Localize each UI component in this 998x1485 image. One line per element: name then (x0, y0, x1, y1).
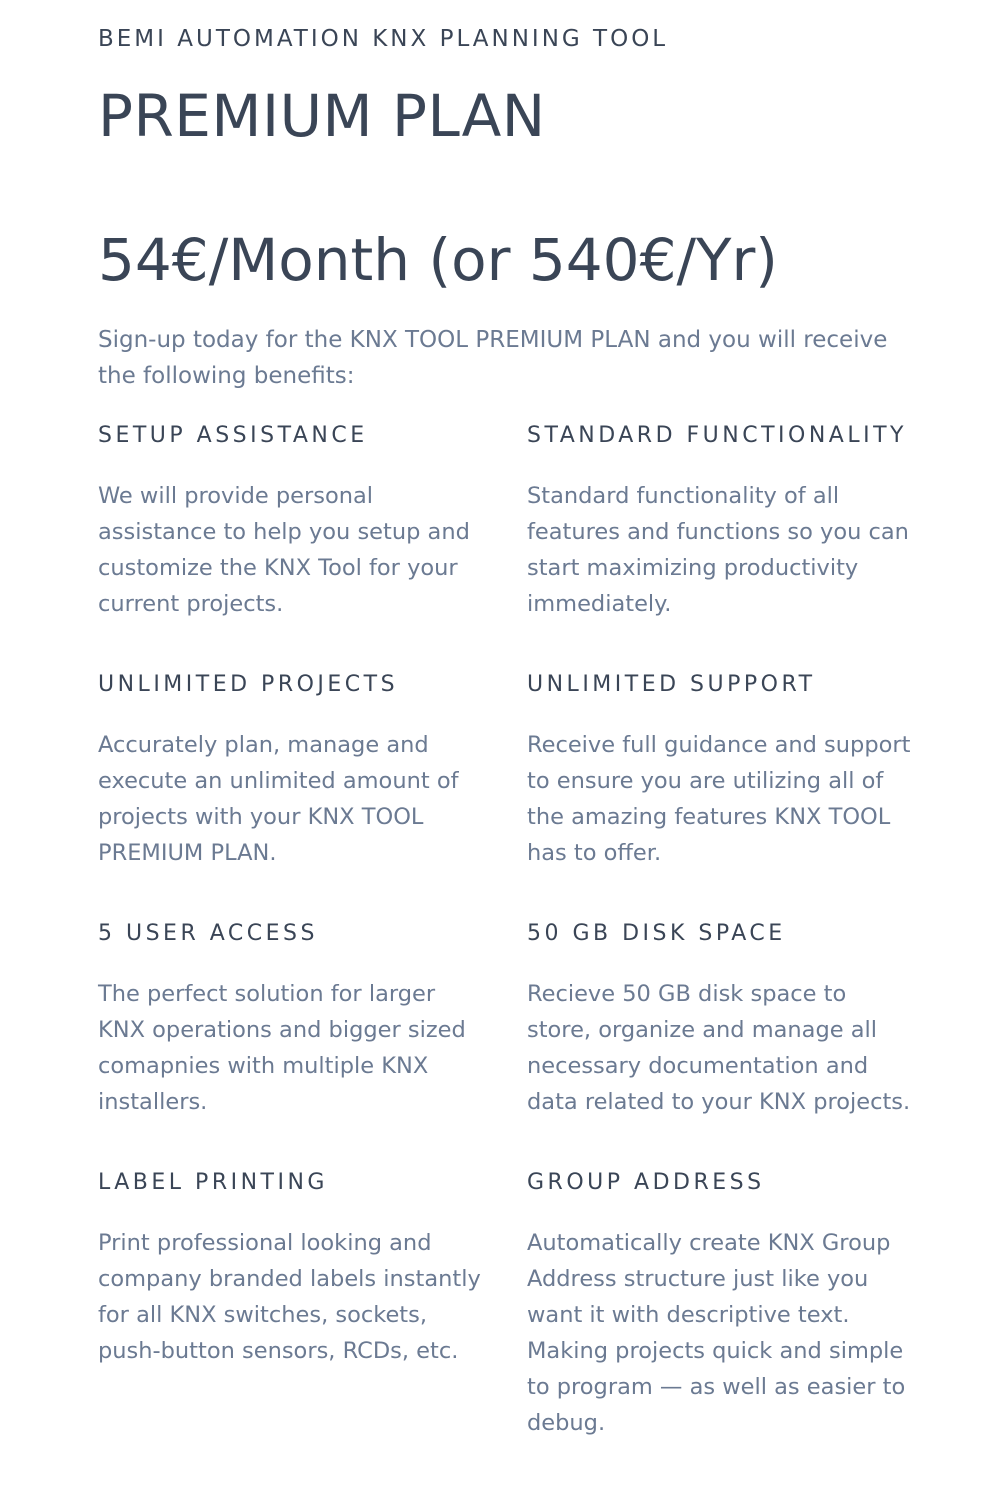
feature-heading: GROUP ADDRESS (527, 1170, 765, 1195)
feature-heading: LABEL PRINTING (98, 1170, 328, 1195)
feature-description: Receive full guidance and support to ensure you are utilizing all of the amazing features KNX TOOL has to offer. (527, 732, 911, 866)
feature-unlimited-projects (98, 667, 488, 871)
feature-label-printing (98, 1165, 488, 1369)
feature-heading: SETUP ASSISTANCE (98, 423, 368, 448)
feature-description: We will provide personal assistance to help you setup and customize the KNX Tool for your current projects. (98, 483, 470, 617)
feature-setup-assistance (98, 418, 488, 622)
feature-standard-functionality (527, 418, 917, 622)
feature-heading: STANDARD FUNCTIONALITY (527, 423, 907, 448)
feature-description: The perfect solution for larger KNX operations and bigger sized comapnies with multiple KNX installers. (98, 981, 466, 1115)
plan-price: 54€/Month (or 540€/Yr) (98, 226, 778, 294)
feature-description: Accurately plan, manage and execute an unlimited amount of projects with your KNX TOOL PREMIUM PLAN. (98, 732, 459, 866)
feature-unlimited-support (527, 667, 917, 871)
feature-heading: 5 USER ACCESS (98, 921, 318, 946)
feature-heading: UNLIMITED PROJECTS (98, 672, 399, 697)
feature-description: Recieve 50 GB disk space to store, organize and manage all necessary documentation and data related to your KNX projects. (527, 981, 911, 1115)
feature-heading: UNLIMITED SUPPORT (527, 672, 816, 697)
feature-description: Print professional looking and company branded labels instantly for all KNX switches, sockets, push-button sensors, RCDs, etc. (98, 1230, 481, 1364)
brand-eyebrow: BEMI AUTOMATION KNX PLANNING TOOL (98, 26, 669, 52)
feature-description: Standard functionality of all features and functions so you can start maximizing productivity immediately. (527, 483, 909, 617)
feature-user-access (98, 916, 488, 1120)
feature-disk-space (527, 916, 917, 1120)
feature-group-address (527, 1165, 917, 1441)
intro-text: Sign-up today for the KNX TOOL PREMIUM PLAN and you will receive the following benefits: (98, 327, 888, 389)
feature-description: Automatically create KNX Group Address structure just like you want it with descriptive text. Making projects quick and simple to program — as well as easier to debug. (527, 1230, 906, 1436)
feature-heading: 50 GB DISK SPACE (527, 921, 786, 946)
plan-title: PREMIUM PLAN (98, 82, 546, 150)
